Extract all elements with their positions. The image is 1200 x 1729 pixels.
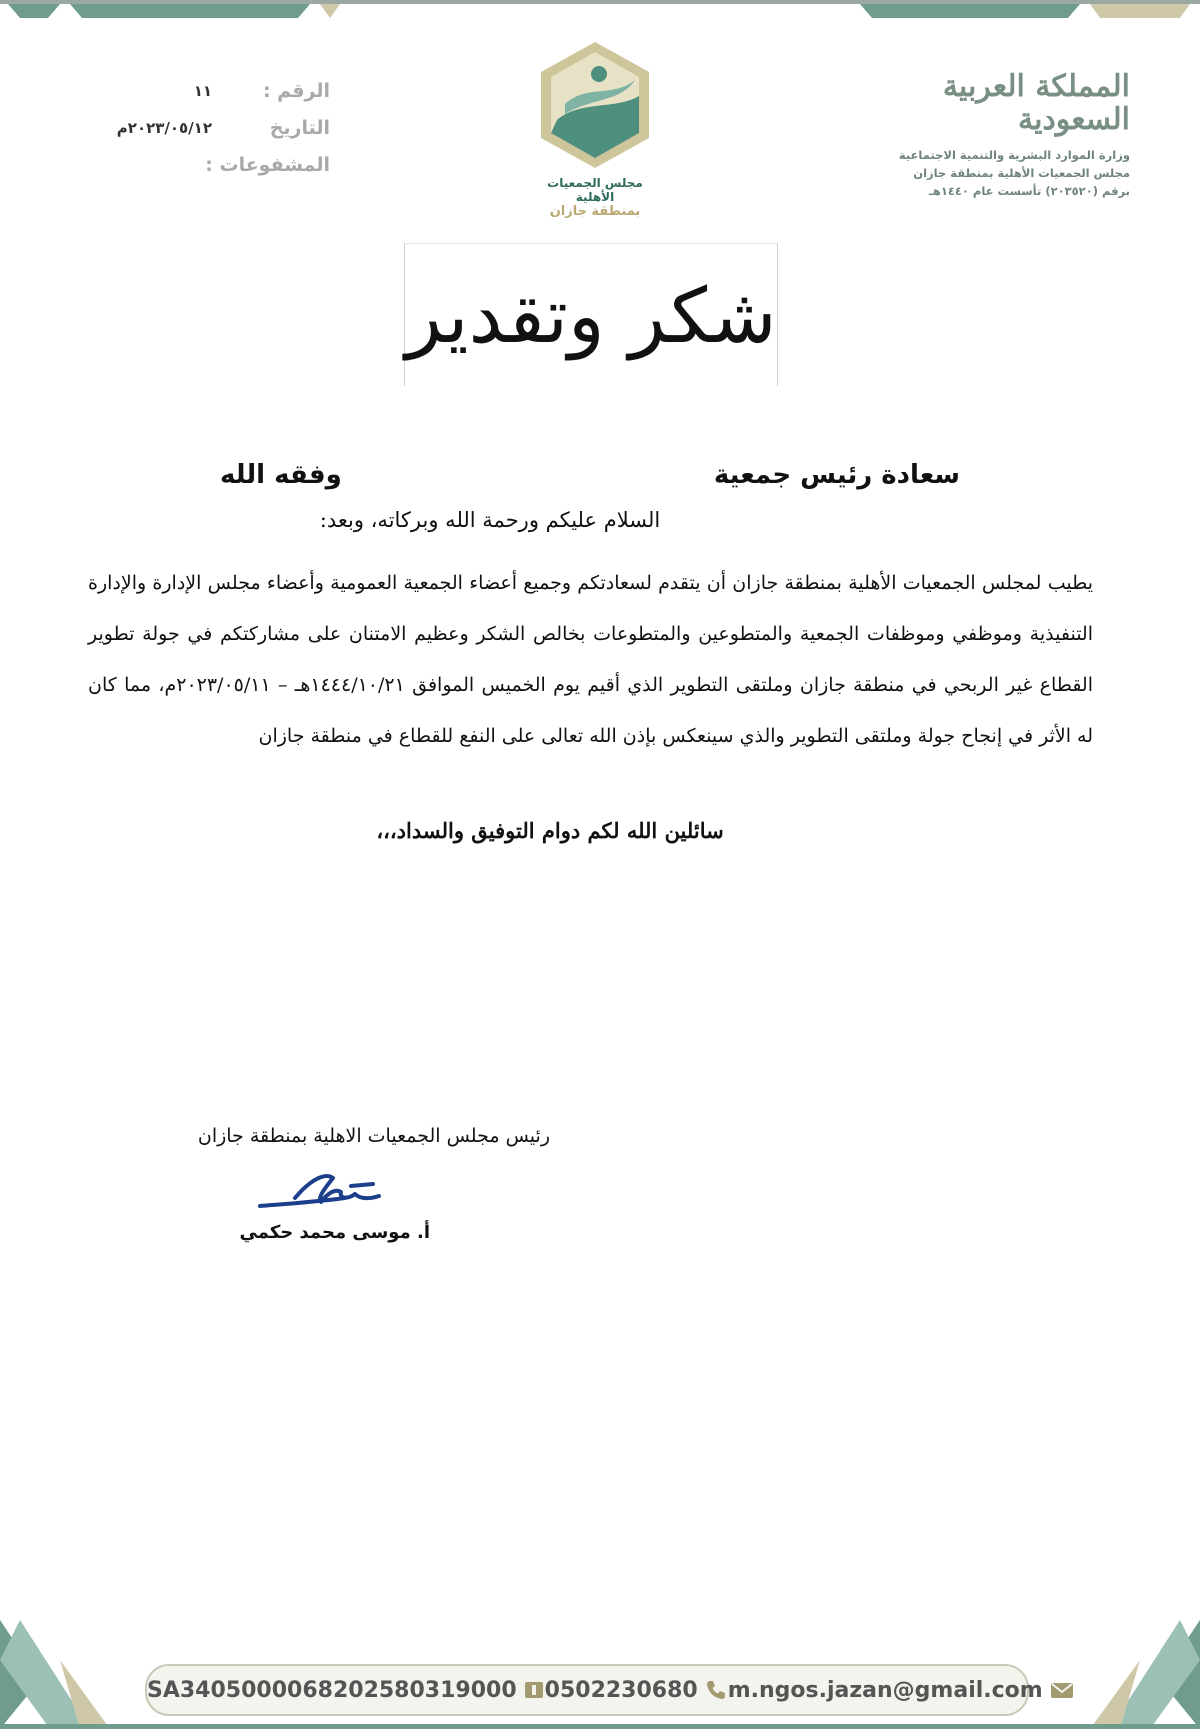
ref-number-row <box>70 72 330 109</box>
signatory-title: رئيس مجلس الجمعيات الاهلية بمنطقة جازان <box>197 1125 550 1147</box>
addressee: سعادة رئيس جمعية <box>713 460 960 490</box>
thanks-title: شكر وتقدير <box>405 270 777 360</box>
registration-info: برقم (٢٠٣٥٢٠) تأسست عام ١٤٤٠هـ <box>928 184 1130 198</box>
ref-attachments-row <box>70 146 330 183</box>
email-item <box>728 1678 1075 1703</box>
letterhead-right <box>890 70 1130 200</box>
logo-caption-1: مجلس الجمعيات الأهلية <box>547 176 643 204</box>
logo-caption-2: بمنطقة جازان <box>549 204 641 219</box>
council-name: مجلس الجمعيات الأهلية بمنطقة جازان <box>913 166 1130 180</box>
addressee-row <box>220 455 960 495</box>
phone-value: 0502230680 <box>544 1677 698 1703</box>
top-decoration <box>0 0 1200 22</box>
letter-body: يطيب لمجلس الجمعيات الأهلية بمنطقة جازان أن يتقدم لسعادتكم وجميع أعضاء الجمعية العمومية وأعضاء مجلس الإدارة والإدارة التنفيذية وموظفي وموظفات الجمعية والمتطوعين والمتطوعات بخالص الشكر وعظيم الامتنان على مشاركتكم في جولة تطوير القطاع غير الربحي في منطقة جازان وملتقى التطوير الذي أقيم يوم الخميس الموافق ١٤٤٤/١٠/٢١هـ – ٢٠٢٣/٠٥/١١م، مما كان له الأثر في إنجاح جولة وملتقى التطوير والذي سينعكس بإذن الله تعالى على النفع للقطاع في منطقة جازان <box>88 572 1093 747</box>
ref-date-row <box>70 109 330 146</box>
ref-attachments-label: المشفوعات : <box>205 153 330 176</box>
closing-line: سائلين الله لكم دوام التوفيق والسداد،،، <box>376 818 724 843</box>
reference-block <box>70 72 330 183</box>
greeting: السلام عليكم ورحمة الله وبركاته، وبعد: <box>319 508 661 532</box>
thanks-box <box>404 243 778 386</box>
iban-value: SA3405000068202580319000 <box>147 1677 517 1703</box>
ministry-name: وزارة الموارد البشرية والتنمية الاجتماعية <box>898 148 1130 162</box>
ref-number-label: الرقم : <box>262 79 330 102</box>
blessing: وفقه الله <box>220 460 342 490</box>
mail-icon <box>1049 1679 1075 1701</box>
council-logo <box>530 40 660 219</box>
phone-icon <box>704 1678 728 1702</box>
ref-number-value: ١١ <box>193 81 212 100</box>
contact-bar <box>145 1664 1043 1716</box>
phone-item <box>545 1678 728 1703</box>
logo-emblem-icon <box>535 40 655 170</box>
ref-date-label: التاريخ <box>269 116 330 139</box>
signatory-name: أ. موسى محمد حكمي <box>239 1222 430 1243</box>
bank-card-icon <box>523 1679 545 1701</box>
email-value: m.ngos.jazan@gmail.com <box>727 1677 1043 1703</box>
kingdom-title: المملكة العربية السعودية <box>942 69 1130 137</box>
signature-mark <box>255 1168 395 1220</box>
ref-date-value: ٢٠٢٣/٠٥/١٢م <box>116 118 212 137</box>
iban-item <box>147 1678 545 1703</box>
